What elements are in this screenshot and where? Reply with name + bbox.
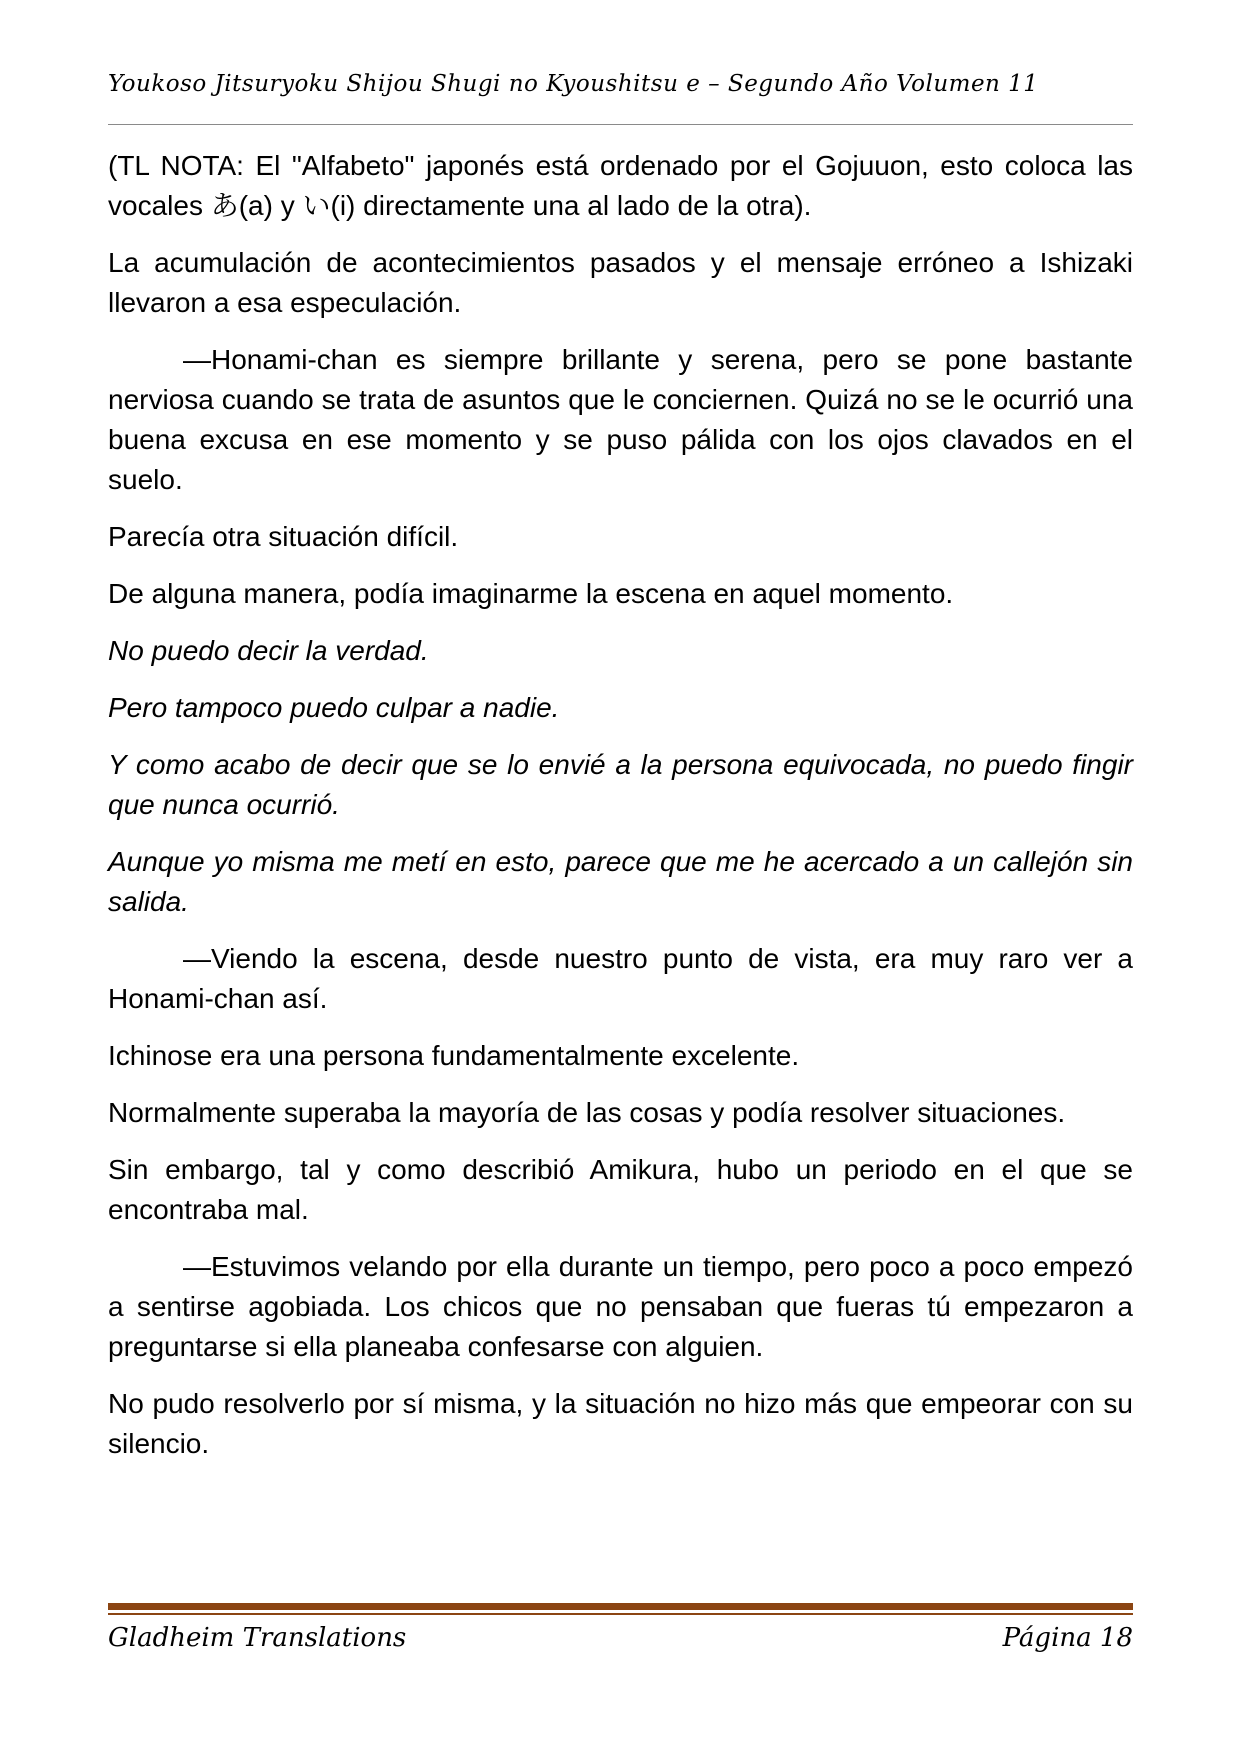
paragraph: (TL NOTA: El "Alfabeto" japonés está ordenado por el Gojuuon, esto coloca las vocales あ(a) y い(i) directamente una al lado de la otra).	[108, 150, 1133, 221]
paragraph: Pero tampoco puedo culpar a nadie.	[108, 692, 560, 723]
page-footer	[108, 1603, 1133, 1655]
paragraph: Y como acabo de decir que se lo envié a la persona equivocada, no puedo fingir que nunca ocurrió.	[108, 749, 1133, 820]
page-body	[108, 146, 1133, 1481]
footer-translator: Gladheim Translations	[108, 1623, 407, 1653]
header-title: Youkoso Jitsuryoku Shijou Shugi no Kyoushitsu e – Segundo Año Volumen 11	[108, 71, 1039, 97]
paragraph: No puedo decir la verdad.	[108, 635, 429, 666]
page-header	[108, 70, 1133, 125]
paragraph: —Viendo la escena, desde nuestro punto de vista, era muy raro ver a Honami-chan así.	[108, 943, 1133, 1014]
paragraph: —Estuvimos velando por ella durante un tiempo, pero poco a poco empezó a sentirse agobiada. Los chicos que no pensaban que fueras tú empezaron a preguntarse si ella planeaba confesarse con alguien.	[108, 1251, 1133, 1362]
paragraph: La acumulación de acontecimientos pasados y el mensaje erróneo a Ishizaki llevaron a esa especulación.	[108, 247, 1133, 318]
paragraph: Sin embargo, tal y como describió Amikura, hubo un periodo en el que se encontraba mal.	[108, 1154, 1133, 1225]
footer-row	[108, 1621, 1133, 1655]
paragraph: Parecía otra situación difícil.	[108, 521, 459, 552]
paragraph: Ichinose era una persona fundamentalmente excelente.	[108, 1040, 800, 1071]
paragraph: Aunque yo misma me metí en esto, parece que me he acercado a un callejón sin salida.	[108, 846, 1133, 917]
paragraph: Normalmente superaba la mayoría de las cosas y podía resolver situaciones.	[108, 1097, 1066, 1128]
footer-page-number: Página 18	[1002, 1623, 1133, 1653]
paragraph: —Honami-chan es siempre brillante y serena, pero se pone bastante nerviosa cuando se trata de asuntos que le conciernen. Quizá no se le ocurrió una buena excusa en ese momento y se puso pálida con los ojos clavados en el suelo.	[108, 344, 1133, 495]
paragraph: De alguna manera, podía imaginarme la escena en aquel momento.	[108, 578, 954, 609]
footer-rule	[108, 1603, 1133, 1615]
paragraph: No pudo resolverlo por sí misma, y la situación no hizo más que empeorar con su silencio.	[108, 1388, 1133, 1459]
